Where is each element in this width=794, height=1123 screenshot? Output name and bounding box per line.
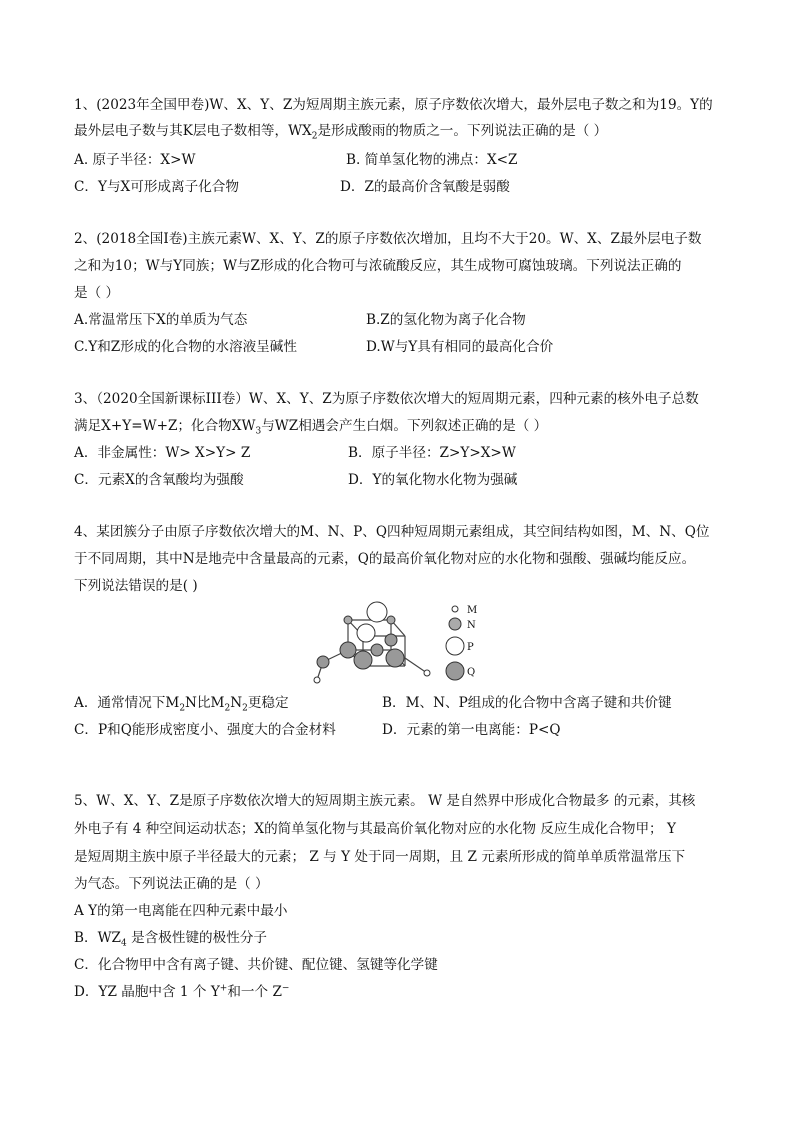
q2-stem-line3: 是（ ） [74, 285, 120, 301]
q3-stem-line2: 满足X+Y=W+Z；化合物$XW_3$与WZ相遇会产生白烟。下列叙述正确的是（ ） [74, 418, 548, 437]
q5-stem-line3: 是短周期主族中原子半径最大的元素； Z 与 Y 处于同一周期，且 Z 元素所形成的简单单质常温常压下 [74, 849, 686, 865]
q1-option-d[interactable]: D．Z的最高价含氧酸是弱酸 [340, 179, 510, 195]
q4-option-c[interactable]: C．P和Q能形成密度小、强度大的合金材料 [74, 722, 336, 738]
q3-option-d[interactable]: D．Y的氧化物水化物为强碱 [348, 472, 518, 488]
q4-option-a[interactable]: A．通常情况下$M_2N$比$M_2N_2$更稳定 [74, 695, 289, 714]
q5-stem-line1: 5、W、X、Y、Z是原子序数依次增大的短周期主族元素。 W 是自然界中形成化合物最多 的元素，其核 [74, 793, 696, 809]
q1-stem-line1: 1、(2023年全国甲卷)W、X、Y、Z为短周期主族元素，原子序数依次增大，最外层电子数之和为19。Y的 [74, 97, 713, 113]
q5-option-a[interactable]: A Y的第一电离能在四种元素中最小 [74, 903, 288, 919]
q4-stem-line1: 4、某团簇分子由原子序数依次增大的M、N、P、Q四种短周期元素组成，其空间结构如图，M、N、Q位 [74, 524, 710, 540]
q3-option-c[interactable]: C．元素X的含氧酸均为强酸 [74, 472, 244, 488]
q2-option-b[interactable]: B.Z的氢化物为离子化合物 [366, 312, 526, 328]
q2-option-d[interactable]: D.W与Y具有相同的最高化合价 [366, 339, 554, 355]
q1-stem-line2: 最外层电子数与其K层电子数相等，$WX_2$是形成酸雨的物质之一。下列说法正确的是（ ） [74, 123, 608, 142]
q2-stem-line1: 2、(2018全国Ⅰ卷)主族元素W、X、Y、Z的原子序数依次增加，且均不大于20。W、X、Z最外层电子数 [74, 231, 702, 247]
q3-stem-line1: 3、（2020全国新课标III卷）W、X、Y、Z为原子序数依次增大的短周期元素，四种元素的核外电子总数 [74, 391, 699, 407]
q3-option-b[interactable]: B．原子半径：Z>Y>X>W [348, 445, 516, 461]
q2-stem-line2: 之和为10；W与Y同族；W与Z形成的化合物可与浓硫酸反应，其生成物可腐蚀玻璃。下列说法正确的 [74, 258, 682, 274]
legend-p: P [467, 642, 474, 653]
q4-option-b[interactable]: B．M、N、P组成的化合物中含离子键和共价键 [382, 695, 672, 711]
q4-stem-line3: 下列说法错误的是( ) [74, 578, 198, 594]
q3-option-a[interactable]: A．非金属性：W> X>Y> Z [74, 445, 251, 461]
q5-stem-line4: 为气态。下列说法正确的是（ ） [74, 876, 269, 892]
cluster-structure-figure [305, 598, 495, 686]
legend-m: M [467, 605, 478, 616]
q5-stem-line2: 外电子有 4 种空间运动状态；X的简单氢化物与其最高价氧化物对应的水化物 反应生成化合物甲； Y [74, 821, 676, 837]
q5-option-c[interactable]: C．化合物甲中含有离子键、共价键、配位键、氢键等化学键 [74, 957, 438, 973]
q5-option-b[interactable]: B．$WZ_4$ 是含极性键的极性分子 [74, 930, 268, 949]
legend-q: Q [467, 667, 476, 678]
q2-option-c[interactable]: C.Y和Z形成的化合物的水溶液呈碱性 [74, 339, 297, 355]
q1-option-a[interactable]: A. 原子半径：X>W [74, 152, 196, 168]
legend-n: N [467, 620, 476, 631]
q2-option-a[interactable]: A.常温常压下X的单质为气态 [74, 312, 248, 328]
q5-option-d[interactable]: D．YZ 晶胞中含 1 个 Y+和一个 Z− [74, 983, 290, 1000]
q1-option-c[interactable]: C．Y与X可形成离子化合物 [74, 179, 239, 195]
q1-option-b[interactable]: B. 简单氢化物的沸点：X<Z [346, 152, 518, 168]
q4-stem-line2: 于不同周期，其中N是地壳中含量最高的元素，Q的最高价氧化物对应的水化物和强酸、强碱均能反应。 [74, 551, 696, 567]
q4-option-d[interactable]: D．元素的第一电离能：P<Q [382, 722, 561, 738]
